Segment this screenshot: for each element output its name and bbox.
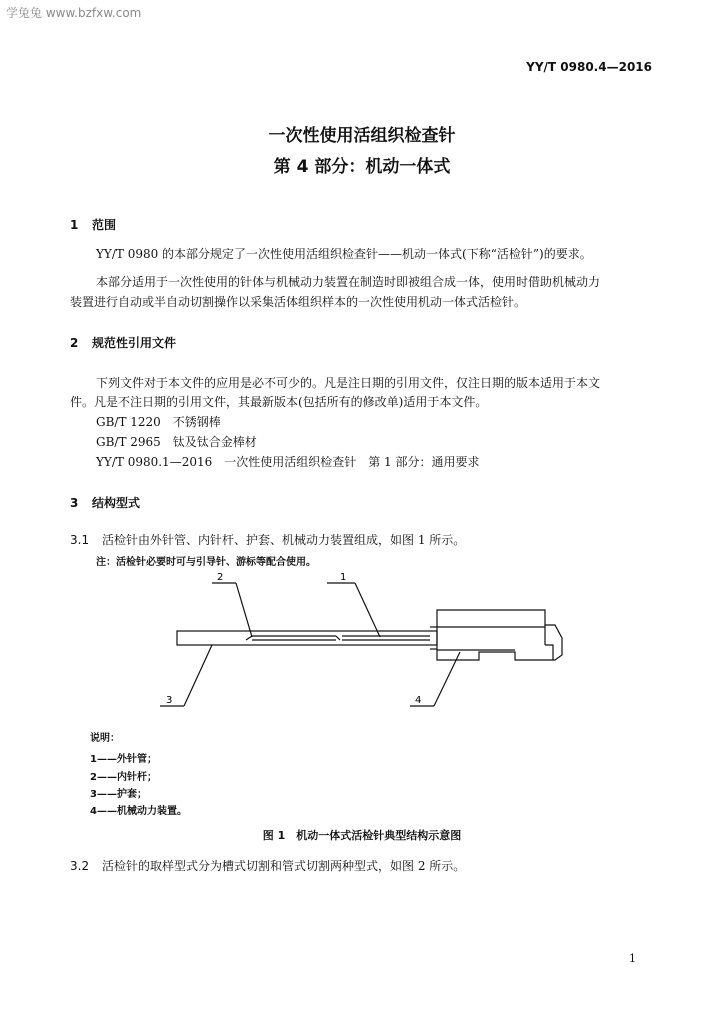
legend-item: 3——护套； [90, 789, 147, 800]
reference-item: GB/T 1220 不锈钢棒 [96, 415, 221, 429]
legend-item: 2——内针杆； [90, 772, 157, 783]
reference-item: YY/T 0980.1—2016 一次性使用活组织检查针 第 1 部分：通用要求 [96, 455, 480, 469]
normative-paragraph-line-2: 件。凡是不注日期的引用文件，其最新版本(包括所有的修改单)适用于本文件。 [70, 395, 488, 409]
legend-item: 4——机械动力装置。 [90, 806, 187, 817]
document-subtitle: 第 4 部分：机动一体式 [273, 157, 451, 177]
standard-number: YY/T 0980.4—2016 [526, 60, 652, 74]
figure-caption: 图 1 机动一体式活检针典型结构示意图 [262, 829, 462, 842]
clause-note: 注：活检针必要时可与引导针、游标等配合使用。 [96, 557, 316, 568]
callout-3-leader [184, 645, 212, 706]
section-number: 3 [70, 496, 79, 510]
normative-paragraph-line-1: 下列文件对于本文件的应用是必不可少的。凡是注日期的引用文件，仅注日期的版本适用于本文 [96, 376, 601, 390]
callout-label: 4 [415, 695, 422, 706]
legend-item: 1——外针管； [90, 754, 157, 765]
section-title: 规范性引用文件 [92, 336, 177, 350]
outer-needle-tube [177, 631, 437, 645]
page-number: 1 [629, 952, 636, 965]
section-number: 1 [70, 218, 79, 232]
clause-3-2 [70, 857, 465, 876]
callout-1-leader [355, 583, 380, 637]
section-number: 2 [70, 336, 79, 350]
callout-label: 1 [340, 572, 347, 583]
document-title: 一次性使用活组织检查针 [268, 126, 456, 146]
watermark: 学兔兔 www.bzfxw.com [6, 6, 142, 20]
section-title: 结构型式 [92, 496, 141, 510]
reference-item: GB/T 2965 钛及钛合金棒材 [96, 435, 257, 449]
clause-text: 活检针由外针管、内针杆、护套、机械动力装置组成，如图 1 所示。 [102, 533, 466, 547]
legend-title: 说明： [90, 733, 120, 744]
scope-paragraph-2-line-1: 本部分适用于一次性使用的针体与机械动力装置在制造时即被组合成一体，使用时借助机械动力 [96, 275, 601, 289]
scope-paragraph-2-line-2: 装置进行自动或半自动切割操作以采集活体组织样本的一次性使用机动一体式活检针。 [70, 295, 527, 309]
callout-2-leader [236, 583, 252, 637]
mechanical-power-unit [437, 610, 562, 660]
section-title: 范围 [92, 218, 117, 232]
callout-label: 3 [166, 695, 173, 706]
clause-number: 3.1 [70, 533, 90, 547]
clause-number: 3.2 [70, 859, 90, 873]
clause-text: 活检针的取样型式分为槽式切割和管式切割两种型式，如图 2 所示。 [102, 859, 466, 873]
scope-paragraph-1: YY/T 0980 的本部分规定了一次性使用活组织检查针——机动一体式(下称“活检针”)的要求。 [96, 247, 592, 261]
callout-label: 2 [217, 572, 224, 583]
